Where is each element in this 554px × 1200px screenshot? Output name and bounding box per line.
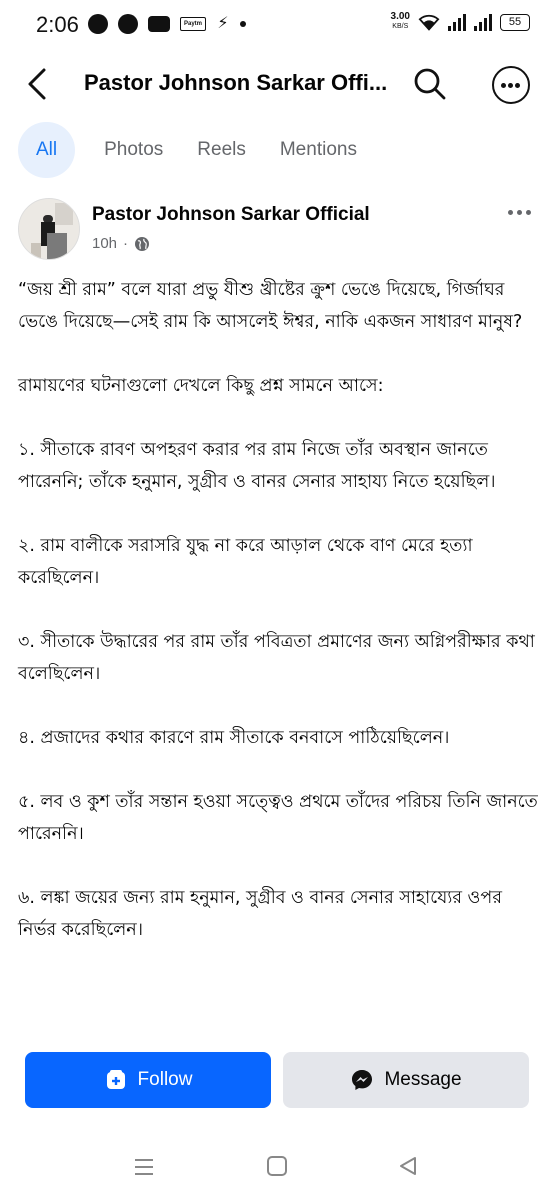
messenger-icon — [350, 1068, 374, 1092]
post-paragraph: ১. সীতাকে রাবণ অপহরণ করার পর রাম নিজে তাঁর অবস্থান জানতে পারেননি; তাঁকে হনুমান, সুগ্রীব ও বানর সেনার সাহায্য নিতে হয়েছিল। — [18, 440, 496, 492]
post-menu-icon[interactable] — [508, 206, 540, 218]
notification-icons — [88, 14, 246, 34]
signal-icon-2 — [474, 13, 492, 31]
status-bar — [0, 0, 554, 52]
globe-icon — [134, 236, 150, 252]
post-paragraph: ৪. প্রজাদের কথার কারণে রাম সীতাকে বনবাসে পাঠিয়েছিলেন। — [18, 728, 450, 748]
post-paragraph: ৫. লব ও কুশ তাঁর সন্তান হওয়া সত্ত্বেও প্রথমে তাঁদের পরিচয় তিনি জানতে পারেননি। — [18, 792, 538, 844]
back-arrow-icon[interactable] — [22, 66, 54, 102]
post-author[interactable]: Pastor Johnson Sarkar Official — [92, 204, 370, 225]
bolt-icon: ⚡ — [217, 15, 229, 32]
nav-back-icon[interactable] — [398, 1156, 418, 1176]
avatar[interactable] — [18, 198, 80, 260]
post-paragraph: ৩. সীতাকে উদ্ধারের পর রাম তাঁর পবিত্রতা প্রমাণের জন্য অগ্নিপরীক্ষার কথা বলেছিলেন। — [18, 632, 535, 684]
facebook-icon — [88, 14, 108, 34]
search-icon[interactable] — [412, 66, 448, 102]
paytm-icon: Paytm — [180, 17, 206, 31]
tab-photos[interactable]: Photos — [104, 139, 164, 160]
recent-apps-icon[interactable] — [134, 1158, 154, 1176]
tab-all[interactable]: All — [18, 122, 75, 178]
post-paragraph: রামায়ণের ঘটনাগুলো দেখলে কিছু প্রশ্ন সামনে আসে: — [18, 376, 384, 396]
whatsapp-icon — [118, 14, 138, 34]
status-time: 2:06 — [36, 12, 79, 37]
post-paragraph: ২. রাম বালীকে সরাসরি যুদ্ধ না করে আড়াল থেকে বাণ মেরে হত্যা করেছিলেন। — [18, 536, 473, 588]
tab-reels[interactable]: Reels — [197, 139, 246, 160]
system-icons — [391, 12, 530, 32]
post-meta: 10h · — [92, 235, 150, 252]
page-title: Pastor Johnson Sarkar Offi... — [84, 70, 388, 95]
follow-button[interactable] — [25, 1052, 271, 1108]
post-time: 10h — [92, 235, 118, 252]
tab-mentions[interactable]: Mentions — [279, 139, 357, 160]
system-nav-bar — [0, 1140, 554, 1200]
tab-bar — [18, 122, 374, 178]
post-body — [18, 274, 538, 978]
home-icon[interactable] — [267, 1156, 287, 1176]
message-label: Message — [384, 1069, 462, 1090]
more-notifications-dot — [240, 21, 246, 27]
follow-icon — [104, 1068, 128, 1092]
post-paragraph: “জয় শ্রী রাম” বলে যারা প্রভু যীশু খ্রীষ্টের ক্রুশ ভেঙে দিয়েছে, গির্জাঘর ভেঙে দিয়েছে—সেই রাম কি আসলেই ঈশ্বর, নাকি একজন সাধারণ মানুষ? — [18, 280, 523, 332]
signal-icon-1 — [448, 13, 466, 31]
battery-icon: 55 — [500, 14, 530, 31]
post-paragraph: ৬. লঙ্কা জয়ের জন্য রাম হনুমান, সুগ্রীব ও বানর সেনার সাহায্যের ওপর নির্ভর করেছিলেন। — [18, 888, 502, 940]
network-speed: 3.00 KB/S — [390, 11, 410, 30]
message-button[interactable] — [283, 1052, 529, 1108]
wifi-icon — [418, 13, 440, 31]
youtube-icon — [148, 16, 170, 32]
follow-label: Follow — [137, 1069, 193, 1090]
more-options-icon[interactable] — [492, 66, 530, 104]
page-header — [0, 52, 554, 116]
